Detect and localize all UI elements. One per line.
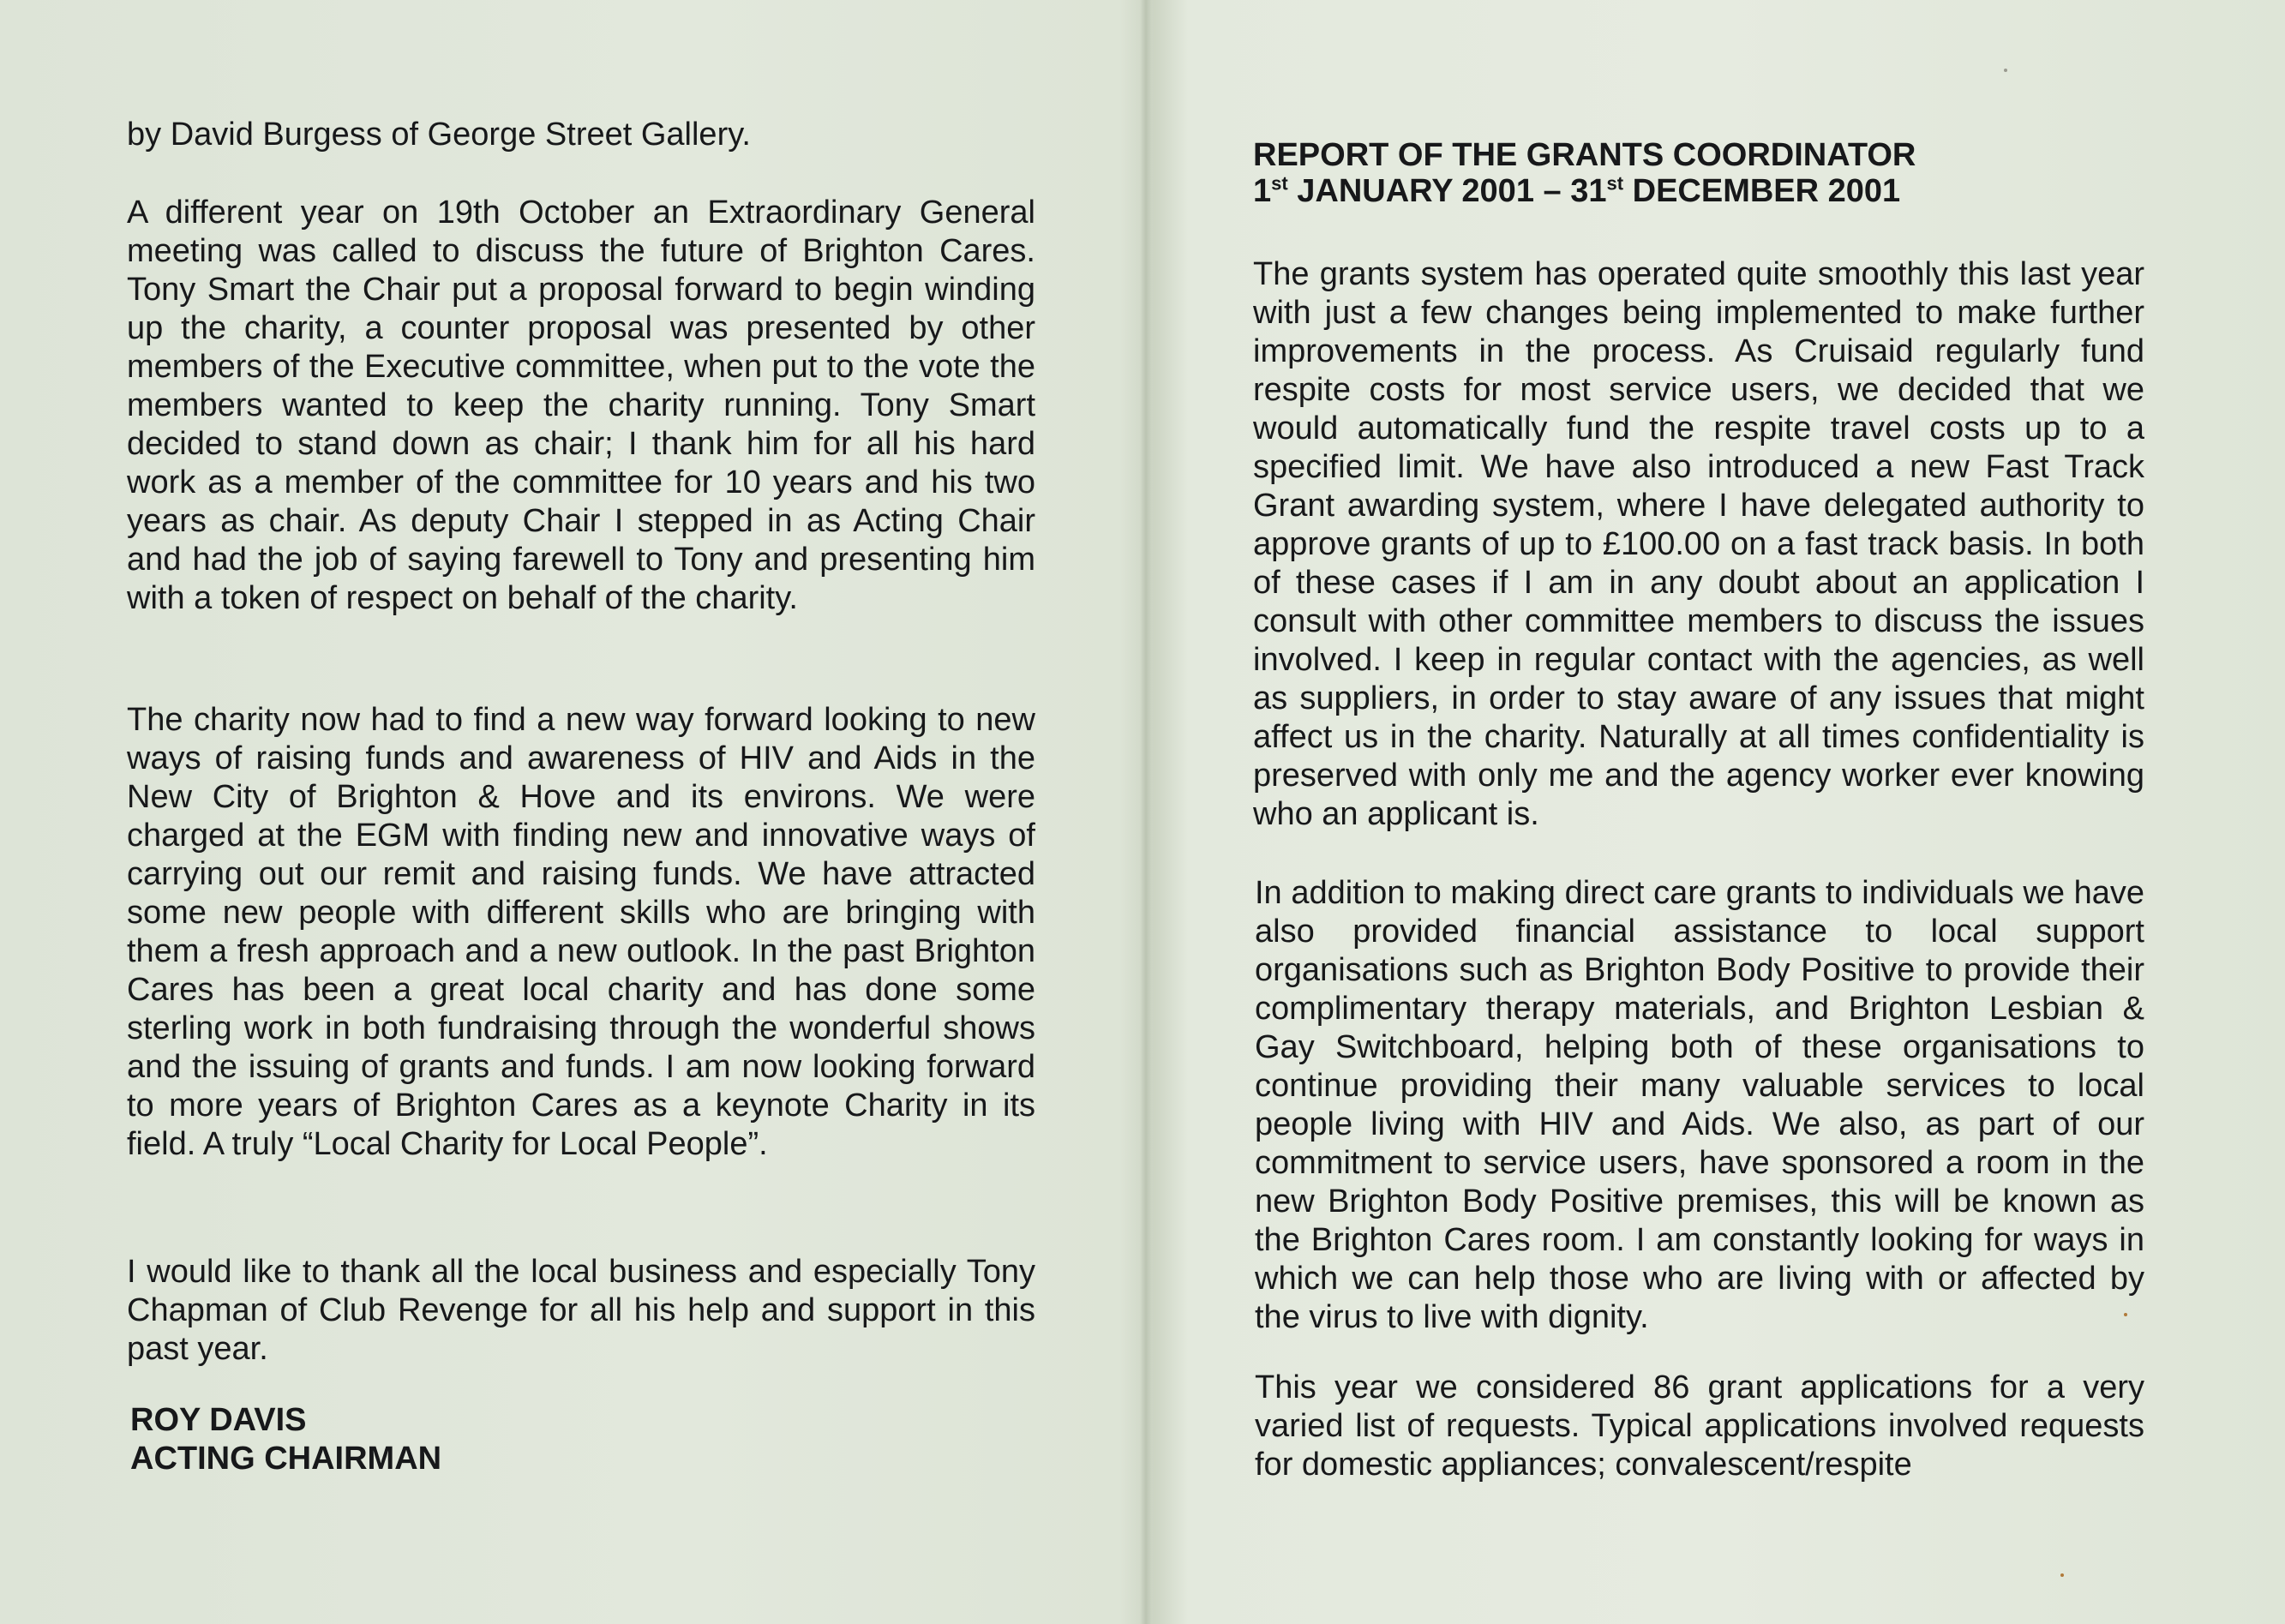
start-day: 1 [1253, 173, 1272, 209]
thanks-paragraph: I would like to thank all the local business and especially Tony Chapman of Club Revenge for all his help and support in this past year. [127, 1254, 1035, 1367]
grants-system-paragraph: The grants system has operated quite smoothly this last year with just a few changes being implemented to make further improvements in the process. As Cruisaid regularly fund respite costs for most service users, we decided that we would automatically fund the respite travel costs up to a specified limit. We have also introduced a new Fast Track Grant awarding system, where I have delegated authority to approve grants of up to £100.00 on a fast track basis. In both of these cases if I am in any doubt about an application I consult with other committee members to discuss the issues involved. I keep in regular contact with the agencies, as well as suppliers, in order to stay aware of any issues that might affect us in the charity. Naturally at all times confidentiality is preserved with only me and the agency worker ever knowing who an applicant is. [1253, 256, 2144, 832]
paper-speck [2124, 1313, 2127, 1316]
paper-speck [2004, 69, 2007, 72]
support-organisations-paragraph: In addition to making direct care grants to individuals we have also provided financial assistance to local support organisations such as Brighton Body Positive to provide their complimentary therapy materials, and Brighton Lesbian & Gay Switchboard, helping both of these organisations to continue providing their many valuable services to local people living with HIV and Aids. We also, as part of our commitment to service users, have sponsored a room in the new Brighton Body Positive premises, this will be known as the Brighton Cares room. I am constantly looking for ways in which we can help those who are living with or affected by the virus to live with dignity. [1255, 875, 2144, 1335]
end-month-year: DECEMBER 2001 [1632, 173, 1901, 209]
left-page [127, 0, 1035, 1624]
report-date-range [1253, 173, 1916, 209]
paper-speck [2060, 1573, 2064, 1577]
page-fold [1140, 0, 1152, 1624]
signature-block [130, 1401, 441, 1478]
signature-title: ACTING CHAIRMAN [130, 1441, 442, 1477]
start-month-year: JANUARY 2001 [1297, 173, 1534, 209]
start-day-suffix: st [1271, 172, 1288, 195]
egm-paragraph: A different year on 19th October an Extraordinary General meeting was called to discuss the future of Brighton Cares. Tony Smart the Chair put a proposal forward to begin winding up the charity, a counter proposal was presented by other members of the Executive committee, when put to the vote the members wanted to keep the charity running. Tony Smart decided to stand down as chair; I thank him for all his hard work as a member of the committee for 10 years and his two years as chair. As deputy Chair I stepped in as Acting Chair and had the job of saying farewell to Tony and presenting him with a token of respect on behalf of the charity. [127, 195, 1035, 616]
applications-paragraph: This year we considered 86 grant applications for a very varied list of requests. Typical applications involved requests for domestic appliances; convalescent/respite [1255, 1369, 2144, 1483]
right-page [1253, 0, 2144, 1624]
way-forward-paragraph: The charity now had to find a new way forward looking to new ways of raising funds and awareness of HIV and Aids in the New City of Brighton & Hove and its environs. We were charged at the EGM with finding new and innovative ways of carrying out our remit and raising funds. We have attracted some new people with different skills who are bringing with them a fresh approach and a new outlook. In the past Brighton Cares has been a great local charity and has done some sterling work in both fundraising through the wonderful shows and the issuing of grants and funds. I am now looking forward to more years of Brighton Cares as a keynote Charity in its field. A truly “Local Charity for Local People”. [127, 702, 1035, 1162]
report-title: REPORT OF THE GRANTS COORDINATOR [1253, 137, 1916, 173]
report-heading [1253, 137, 1916, 209]
signature-name: ROY DAVIS [130, 1402, 307, 1438]
intro-line: by David Burgess of George Street Gallery. [127, 117, 751, 153]
end-day-suffix: st [1606, 172, 1624, 195]
date-dash: – [1543, 173, 1562, 209]
end-day: 31 [1570, 173, 1607, 209]
